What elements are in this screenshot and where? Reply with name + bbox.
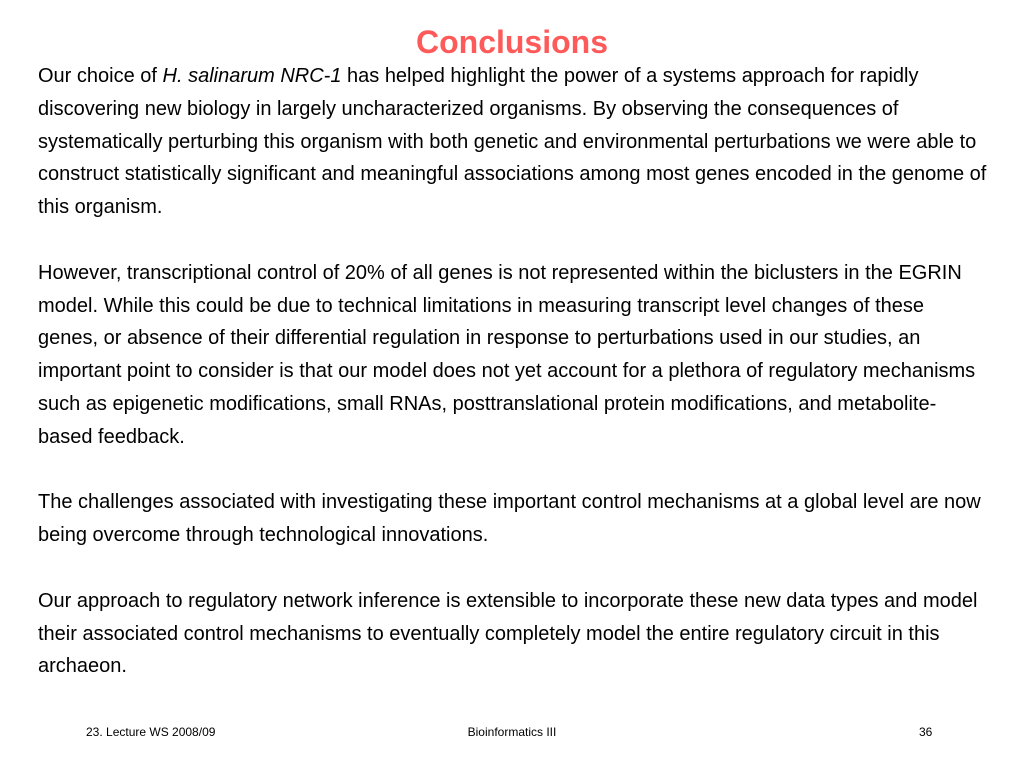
paragraph-2 bbox=[38, 257, 988, 454]
paragraph-4 bbox=[38, 585, 988, 683]
paragraph-3 bbox=[38, 486, 988, 552]
footer-lecture: 23. Lecture WS 2008/09 bbox=[86, 725, 216, 739]
paragraph-3-text: The challenges associated with investigating these important control mechanisms at a global level are now being overcome through technological innovations. bbox=[38, 491, 981, 547]
slide-body bbox=[38, 60, 988, 683]
paragraph-4-text: Our approach to regulatory network inference is extensible to incorporate these new data types and model their associated control mechanisms to eventually completely model the entire regulatory circuit in this archaeon. bbox=[38, 589, 978, 678]
paragraph-2-text: However, transcriptional control of 20% of all genes is not represented within the biclusters in the EGRIN model. While this could be due to technical limitations in measuring transcript level changes of these genes, or absence of their differential regulation in response to perturbations used in our studies, an important point to consider is that our model does not yet account for a plethora of regulatory mechanisms such as epigenetic modifications, small RNAs, posttranslational protein modifications, and metabolite-based feedback. bbox=[38, 261, 976, 448]
footer-page-number: 36 bbox=[919, 725, 933, 739]
footer-course: Bioinformatics III bbox=[467, 725, 557, 739]
paragraph-1 bbox=[38, 60, 988, 224]
slide-title: Conclusions bbox=[415, 24, 608, 60]
paragraph-1-text-a: Our choice of bbox=[38, 65, 163, 87]
organism-name: H. salinarum NRC-1 bbox=[162, 65, 342, 87]
paragraph-1-text-b: has helped highlight the power of a systems approach for rapidly discovering new biology in largely uncharacterized organisms. By observing the consequences of systematically perturbing this organism with both genetic and environmental perturbations we were able to construct statistically significant and meaningful associations among most genes encoded in the genome of this organism. bbox=[38, 65, 987, 219]
